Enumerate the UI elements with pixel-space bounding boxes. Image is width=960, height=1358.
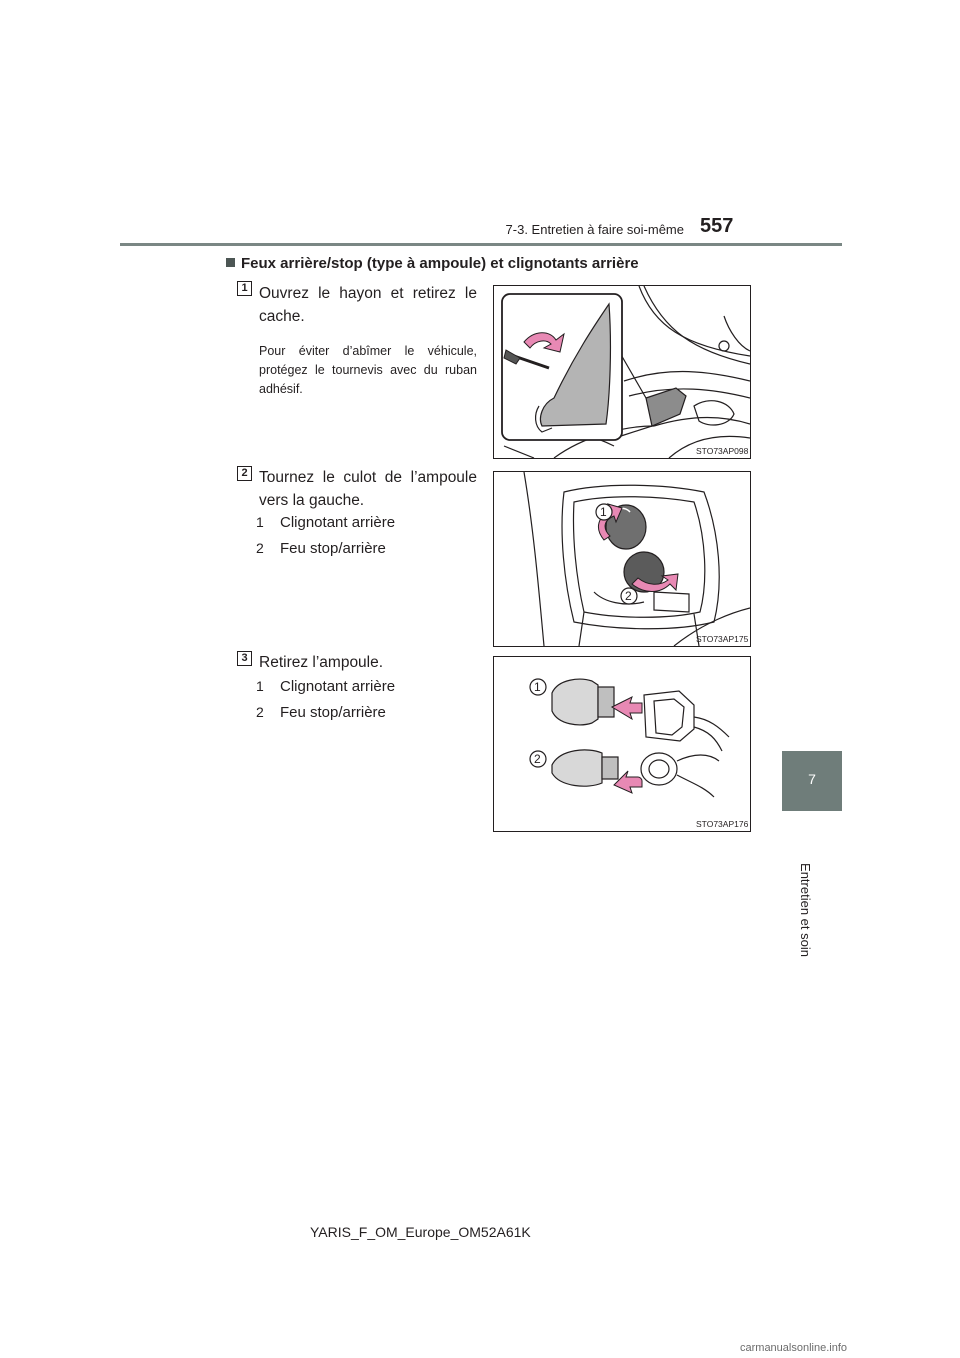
step-2-item-2-number: 2	[256, 540, 264, 556]
callout-2: 2	[625, 589, 632, 603]
page-number: 557	[700, 215, 734, 237]
figure-code: STO73AP175	[696, 634, 749, 644]
step-3-item-1-number: 1	[256, 678, 264, 694]
callout-1: 1	[534, 680, 541, 694]
chapter-number: 7	[808, 771, 816, 787]
watermark: carmanualsonline.info	[740, 1342, 848, 1354]
chapter-label: Entretien et soin	[798, 863, 813, 957]
square-bullet-icon	[226, 258, 235, 267]
header-rule	[120, 243, 842, 246]
step-2-text: Tournez le culot de l’ampoule vers la gauche.	[259, 469, 477, 509]
section-heading	[226, 255, 639, 273]
step-1-text: Ouvrez le hayon et retirez le cache.	[259, 285, 477, 325]
step-number-3: 3	[237, 651, 252, 666]
step-3-item-2-label: Feu stop/arrière	[280, 704, 386, 721]
document-code: YARIS_F_OM_Europe_OM52A61K	[310, 1224, 531, 1240]
step-2-item-1-label: Clignotant arrière	[280, 514, 396, 531]
figure-remove-cover	[493, 285, 751, 459]
figure-code: STO73AP098	[696, 446, 749, 456]
step-3-text: Retirez l’ampoule.	[259, 654, 384, 671]
step-1-note: Pour éviter d’abîmer le véhicule, protégez le tournevis avec du ruban adhésif.	[259, 344, 477, 396]
step-2-item-2-label: Feu stop/arrière	[280, 540, 386, 557]
figure-code: STO73AP176	[696, 819, 749, 829]
step-3-item-1-label: Clignotant arrière	[280, 678, 396, 695]
step-3-item-2-number: 2	[256, 704, 264, 720]
illustration-hatch-cover	[494, 286, 750, 458]
section-heading-text: Feux arrière/stop (type à ampoule) et clignotants arrière	[241, 255, 639, 272]
figure-turn-socket	[493, 471, 751, 647]
step-number-2: 2	[237, 466, 252, 481]
callout-2: 2	[534, 752, 541, 766]
illustration-bulbs	[494, 657, 750, 831]
callout-1: 1	[600, 505, 607, 519]
step-2-item-1-number: 1	[256, 514, 264, 530]
header-section-title: 7-3. Entretien à faire soi-même	[505, 222, 684, 237]
step-number-1: 1	[237, 281, 252, 296]
illustration-lamp-housing	[494, 472, 750, 646]
figure-remove-bulb	[493, 656, 751, 832]
